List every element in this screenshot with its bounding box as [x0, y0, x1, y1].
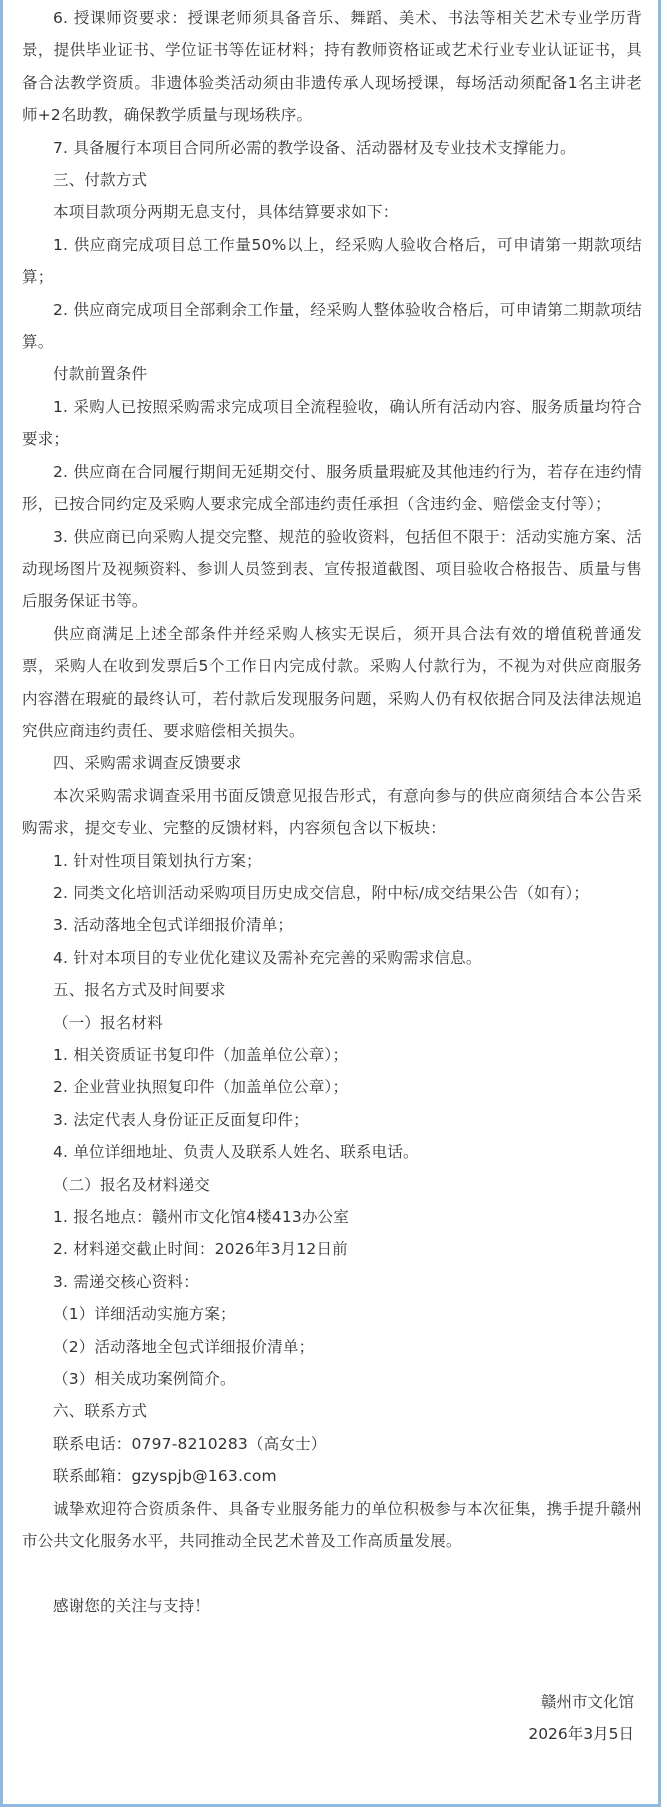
- paragraph-condition-3: 3. 供应商已向采购人提交完整、规范的验收资料，包括但不限于：活动实施方案、活动现场图片及视频资料、参训人员签到表、宣传报道截图、项目验收合格报告、质量与售后服务保证书等。: [22, 527, 642, 611]
- list-item-core-material-2: （2）活动落地全包式详细报价清单；: [53, 1337, 315, 1356]
- spacer: [22, 1654, 642, 1686]
- article-body: [22, 0, 642, 1751]
- paragraph-teacher-requirements: 6. 授课师资要求：授课老师须具备音乐、舞蹈、美术、书法等相关艺术专业学历背景，提供毕业证书、学位证书等佐证材料；持有教师资格证或艺术行业专业认证证书，具备合法教学资质。非遗体验类活动须由非遗传承人现场授课，每场活动须配备1名主讲老师+2名助教，确保教学质量与现场秩序。: [22, 9, 642, 125]
- paragraph-feedback-intro: 本次采购需求调查采用书面反馈意见报告形式，有意向参与的供应商须结合本公告采购需求，提交专业、完整的反馈材料，内容须包含以下板块：: [22, 786, 642, 838]
- list-item-material-4: 4. 单位详细地址、负责人及联系人姓名、联系电话。: [53, 1143, 419, 1162]
- paragraph-payment-intro: 本项目款项分两期无息支付，具体结算要求如下：: [53, 203, 399, 222]
- list-item-material-3: 3. 法定代表人身份证正反面复印件；: [53, 1110, 309, 1129]
- list-item-core-materials: 3. 需递交核心资料：: [53, 1272, 199, 1291]
- paragraph-condition-1: 1. 采购人已按照采购需求完成项目全流程验收，确认所有活动内容、服务质量均符合要求；: [22, 397, 642, 449]
- section-heading-payment: 三、付款方式: [53, 171, 148, 190]
- paragraph-invoice-payment: 供应商满足上述全部条件并经采购人核实无误后，须开具合法有效的增值税普通发票，采购人在收到发票后5个工作日内完成付款。采购人付款行为，不视为对供应商服务内容潜在瑕疵的最终认可，若付款后发现服务问题，采购人仍有权依据合同及法律法规追究供应商违约责任、要求赔偿相关损失。: [22, 624, 642, 740]
- list-item-feedback-2: 2. 同类文化培训活动采购项目历史成交信息，附中标/成交结果公告（如有）；: [53, 883, 590, 902]
- list-item-feedback-4: 4. 针对本项目的专业优化建议及需补充完善的采购需求信息。: [53, 948, 482, 967]
- subheading-registration-materials: （一）报名材料: [53, 1013, 163, 1032]
- list-item-material-2: 2. 企业营业执照复印件（加盖单位公章）；: [53, 1078, 349, 1097]
- signature-organization: 赣州市文化馆: [540, 1692, 634, 1711]
- paragraph-thanks: 感谢您的关注与支持！: [53, 1596, 211, 1615]
- spacer: [22, 1622, 642, 1654]
- list-item-location: 1. 报名地点：赣州市文化馆4楼413办公室: [53, 1208, 350, 1227]
- section-heading-feedback: 四、采购需求调查反馈要求: [53, 754, 242, 773]
- contact-email: 联系邮箱：gzyspjb@163.com: [53, 1467, 277, 1486]
- section-heading-contact: 六、联系方式: [53, 1402, 148, 1421]
- paragraph-equipment: 7. 具备履行本项目合同所必需的教学设备、活动器材及专业技术支撑能力。: [53, 138, 576, 157]
- section-heading-registration: 五、报名方式及时间要求: [53, 981, 226, 1000]
- subheading-submission: （二）报名及材料递交: [53, 1175, 211, 1194]
- paragraph-payment-phase-1: 1. 供应商完成项目总工作量50%以上，经采购人验收合格后，可申请第一期款项结算；: [22, 235, 642, 287]
- list-item-deadline: 2. 材料递交截止时间：2026年3月12日前: [53, 1240, 348, 1259]
- list-item-feedback-1: 1. 针对性项目策划执行方案；: [53, 851, 262, 870]
- list-item-core-material-1: （1）详细活动实施方案；: [53, 1305, 236, 1324]
- subheading-payment-conditions: 付款前置条件: [53, 365, 148, 384]
- list-item-material-1: 1. 相关资质证书复印件（加盖单位公章）；: [53, 1046, 349, 1064]
- list-item-core-material-3: （3）相关成功案例简介。: [53, 1370, 236, 1389]
- paragraph-payment-phase-2: 2. 供应商完成项目全部剩余工作量，经采购人整体验收合格后，可申请第二期款项结算。: [22, 300, 642, 352]
- spacer: [22, 1558, 642, 1590]
- paragraph-condition-2: 2. 供应商在合同履行期间无延期交付、服务质量瑕疵及其他违约行为，若存在违约情形，已按合同约定及采购人要求完成全部违约责任承担（含违约金、赔偿金支付等）；: [22, 462, 642, 514]
- signature-date: 2026年3月5日: [528, 1725, 634, 1744]
- contact-phone: 联系电话：0797-8210283（高女士）: [53, 1434, 327, 1453]
- paragraph-closing-invitation: 诚挚欢迎符合资质条件、具备专业服务能力的单位积极参与本次征集，携手提升赣州市公共文化服务水平，共同推动全民艺术普及工作高质量发展。: [22, 1499, 642, 1551]
- list-item-feedback-3: 3. 活动落地全包式详细报价清单；: [53, 916, 294, 935]
